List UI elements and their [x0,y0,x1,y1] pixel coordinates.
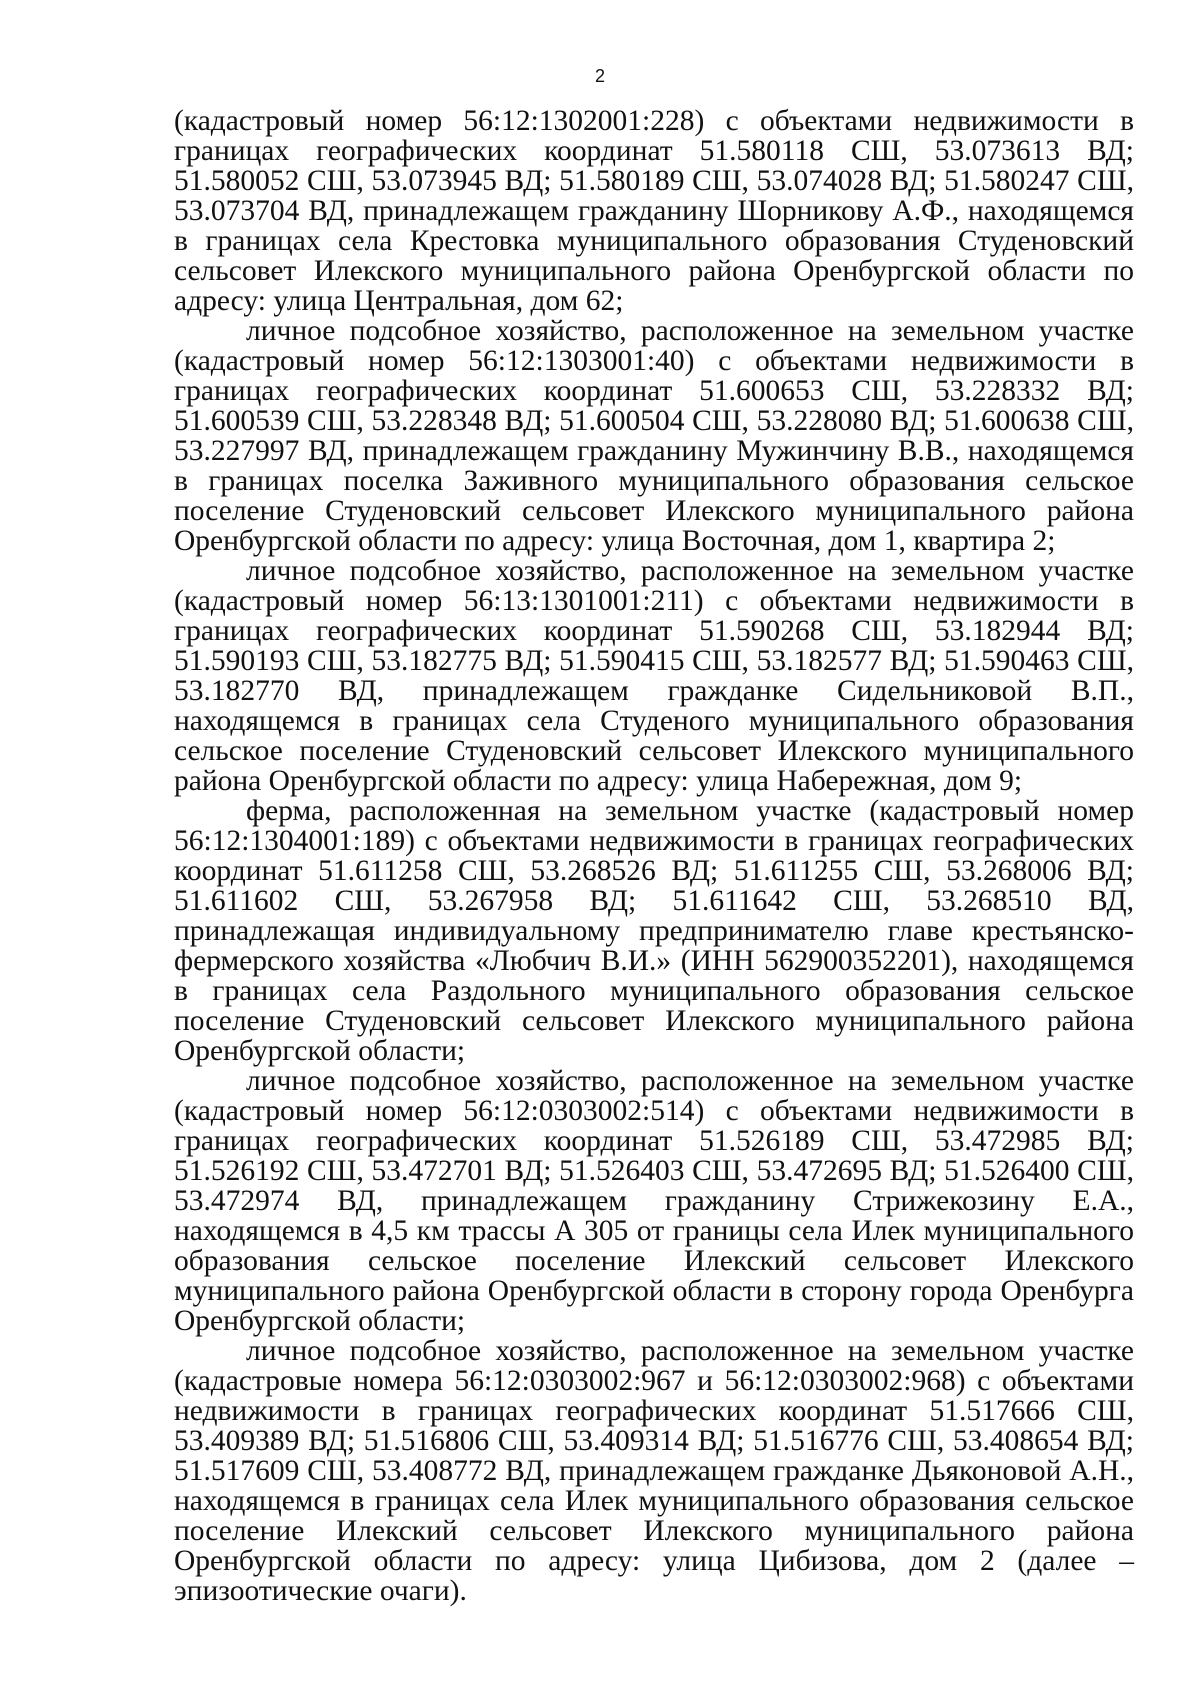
paragraph-household-strizhekozin: личное подсобное хозяйство, расположенное на земельном участке (кадастровый номер 56:12:0303002:514) с объектами недвижимости в границах географических координат 51.526189 СШ, 53.472985 ВД; 51.526192 СШ, 53.472701 ВД; 51.526403 СШ, 53.472695 ВД; 51.526400 СШ, 53.472974 ВД, принадлежащем гражданину Стрижекозину Е.А., находящемся в 4,5 км трассы А 305 от границы села Илек муниципального образования сельское поселение Илекский сельсовет Илекского муниципального района Оренбургской области в сторону города Оренбурга Оренбургской области; [174,1065,1134,1337]
paragraph-household-muzhinchin: личное подсобное хозяйство, расположенное на земельном участке (кадастровый номер 56:12:1303001:40) с объектами недвижимости в границах географических координат 51.600653 СШ, 53.228332 ВД; 51.600539 СШ, 53.228348 ВД; 51.600504 СШ, 53.228080 ВД; 51.600638 СШ, 53.227997 ВД, принадлежащем гражданину Мужинчину В.В., находящемся в границах поселка Заживного муниципального образования сельское поселение Студеновский сельсовет Илекского муниципального района Оренбургской области по адресу: улица Восточная, дом 1, квартира 2; [174,315,1134,557]
paragraph-household-dyakonova: личное подсобное хозяйство, расположенное на земельном участке (кадастровые номера 56:12:0303002:967 и 56:12:0303002:968) с объектами недвижимости в границах географических координат 51.517666 СШ, 53.409389 ВД; 51.516806 СШ, 53.409314 ВД; 51.516776 СШ, 53.408654 ВД; 51.517609 СШ, 53.408772 ВД, принадлежащем гражданке Дьяконовой А.Н., находящемся в границах села Илек муниципального образования сельское поселение Илекский сельсовет Илекского муниципального района Оренбургской области по адресу: улица Цибизова, дом 2 (далее – эпизоотические очаги). [174,1335,1134,1607]
paragraph-continuation: (кадастровый номер 56:12:1302001:228) с объектами недвижимости в границах географических координат 51.580118 СШ, 53.073613 ВД; 51.580052 СШ, 53.073945 ВД; 51.580189 СШ, 53.074028 ВД; 51.580247 СШ, 53.073704 ВД, принадлежащем гражданину Шорникову А.Ф., находящемся в границах села Крестовка муниципального образования Студеновский сельсовет Илекского муниципального района Оренбургской области по адресу: улица Центральная, дом 62; [174,105,1134,317]
paragraph-household-sidelnikova: личное подсобное хозяйство, расположенное на земельном участке (кадастровый номер 56:13:1301001:211) с объектами недвижимости в границах географических координат 51.590268 СШ, 53.182944 ВД; 51.590193 СШ, 53.182775 ВД; 51.590415 СШ, 53.182577 ВД; 51.590463 СШ, 53.182770 ВД, принадлежащем гражданке Сидельниковой В.П., находящемся в границах села Студеного муниципального образования сельское поселение Студеновский сельсовет Илекского муниципального района Оренбургской области по адресу: улица Набережная, дом 9; [174,555,1134,797]
document-body [174,106,1134,1606]
page-number: 2 [594,66,605,86]
paragraph-farm-lyubchich: ферма, расположенная на земельном участке (кадастровый номер 56:12:1304001:189) с объектами недвижимости в границах географических координат 51.611258 СШ, 53.268526 ВД; 51.611255 СШ, 53.268006 ВД; 51.611602 СШ, 53.267958 ВД; 51.611642 СШ, 53.268510 ВД, принадлежащая индивидуальному предпринимателю главе крестьянско-фермерского хозяйства «Любчич В.И.» (ИНН 562900352201), находящемся в границах села Раздольного муниципального образования сельское поселение Студеновский сельсовет Илекского муниципального района Оренбургской области; [174,795,1134,1067]
